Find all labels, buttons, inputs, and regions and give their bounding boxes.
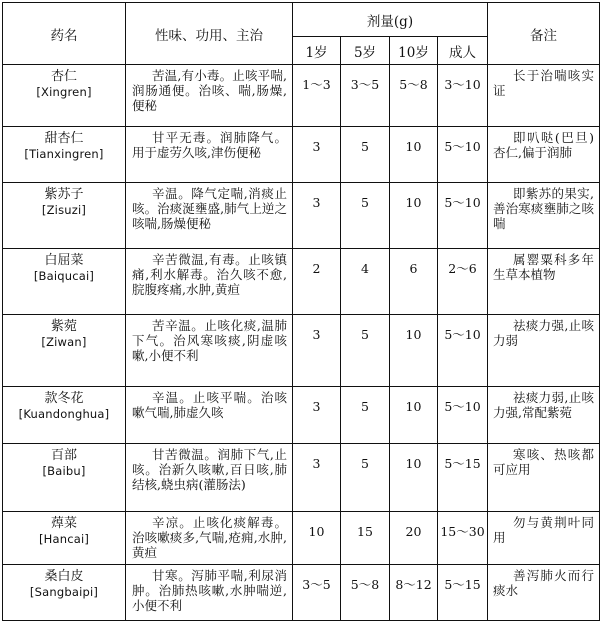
dose-age-10: 10 <box>390 183 438 249</box>
dose-age-1: 3 <box>293 127 341 183</box>
header-note: 备注 <box>488 3 600 65</box>
herb-note: 祛痰力强,止咳力弱 <box>488 315 600 387</box>
dose-age-1: 3 <box>293 387 341 444</box>
herb-name: 白屈菜 <box>44 253 84 268</box>
herb-pinyin: [Sangbaipi] <box>29 585 99 599</box>
herb-description: 辛凉。止咳化痰解毒。治咳嗽痰多,气喘,疮痈,水肿,黄疸 <box>126 512 293 565</box>
herb-pinyin: [Baibu] <box>42 464 86 478</box>
herb-description: 苦辛温。止咳化痰,温肺下气。治风寒咳痰,阴虚咳嗽,小便不利 <box>126 315 293 387</box>
table-header <box>3 3 600 65</box>
dose-age-5: 5 <box>341 183 390 249</box>
header-age-10: 10岁 <box>390 37 438 65</box>
dose-age-1: 10 <box>293 512 341 565</box>
herb-description: 辛温。止咳平喘。治咳嗽气喘,肺虚久咳 <box>126 387 293 444</box>
dose-age-5: 5 <box>341 387 390 444</box>
dose-age-10: 5～8 <box>390 65 438 127</box>
dose-age-5: 5～8 <box>341 565 390 621</box>
header-desc: 性味、功用、主治 <box>126 3 293 65</box>
herb-description: 辛温。降气定喘,消痰止咳。治痰涎壅盛,肺气上逆之咳喘,肠燥便秘 <box>126 183 293 249</box>
header-age-1: 1岁 <box>293 37 341 65</box>
dose-age-10: 10 <box>390 387 438 444</box>
table-row <box>3 512 600 565</box>
table-body <box>3 65 600 621</box>
herb-name-cell <box>3 65 126 127</box>
herb-pinyin: [Zisuzi] <box>41 203 87 217</box>
herb-note: 寒咳、热咳都可应用 <box>488 444 600 512</box>
herb-note: 长于治喘咳实证 <box>488 65 600 127</box>
herb-pinyin: [Xingren] <box>36 85 92 99</box>
header-name: 药名 <box>3 3 126 65</box>
herb-name: 紫菀 <box>50 319 77 334</box>
herb-name-cell <box>3 183 126 249</box>
dose-age-1: 3 <box>293 183 341 249</box>
dose-age-5: 5 <box>341 127 390 183</box>
dose-age-5: 5 <box>341 315 390 387</box>
herb-note: 属罂粟科多年生草本植物 <box>488 249 600 315</box>
dose-age-10: 20 <box>390 512 438 565</box>
table-row <box>3 315 600 387</box>
header-age-5: 5岁 <box>341 37 390 65</box>
herb-description: 甘苦微温。润肺下气,止咳。治新久咳嗽,百日咳,肺结核,蛲虫病(灌肠法) <box>126 444 293 512</box>
herb-note: 即叭哒(巴旦)杏仁,偏于润肺 <box>488 127 600 183</box>
herb-description: 甘寒。泻肺平喘,利尿消肿。治肺热咳嗽,水肿喘逆,小便不利 <box>126 565 293 621</box>
dose-age-10: 8～12 <box>390 565 438 621</box>
header-adult: 成人 <box>438 37 488 65</box>
dose-age-1: 2 <box>293 249 341 315</box>
dose-adult: 5～15 <box>438 565 488 621</box>
herb-name-cell <box>3 512 126 565</box>
herb-name-cell <box>3 315 126 387</box>
table-row <box>3 183 600 249</box>
table-row <box>3 127 600 183</box>
herb-name: 甜杏仁 <box>44 131 84 146</box>
dose-adult: 5～15 <box>438 444 488 512</box>
dose-age-10: 10 <box>390 444 438 512</box>
table-row <box>3 65 600 127</box>
dose-age-5: 5 <box>341 444 390 512</box>
table-row <box>3 249 600 315</box>
dose-age-5: 4 <box>341 249 390 315</box>
dose-adult: 5～10 <box>438 183 488 249</box>
herb-pinyin: [Baiqucai] <box>33 269 95 283</box>
herb-pinyin: [Hancai] <box>38 532 90 546</box>
dose-age-1: 3～5 <box>293 565 341 621</box>
herb-name: 蔊菜 <box>50 516 77 531</box>
herb-dosage-table-wrapper <box>2 2 600 621</box>
herb-pinyin: [Ziwan] <box>41 335 87 349</box>
herb-pinyin: [Kuandonghua] <box>18 407 110 421</box>
herb-name: 紫苏子 <box>44 187 84 202</box>
herb-note: 即紫苏的果实,善治寒痰壅肺之咳喘 <box>488 183 600 249</box>
dose-adult: 15～30 <box>438 512 488 565</box>
herb-description: 辛苦微温,有毒。止咳镇痛,利水解毒。治久咳不愈,脘腹疼痛,水肿,黄疸 <box>126 249 293 315</box>
dose-age-10: 10 <box>390 315 438 387</box>
dose-adult: 5～10 <box>438 387 488 444</box>
herb-description: 苦温,有小毒。止咳平喘,润肠通便。治咳、喘,肠燥,便秘 <box>126 65 293 127</box>
herb-description: 甘平无毒。润肺降气。用于虚劳久咳,津伤便秘 <box>126 127 293 183</box>
herb-pinyin: [Tianxingren] <box>24 147 104 161</box>
dose-age-5: 3～5 <box>341 65 390 127</box>
dose-age-10: 6 <box>390 249 438 315</box>
dose-age-1: 3 <box>293 315 341 387</box>
table-row <box>3 444 600 512</box>
dose-age-1: 3 <box>293 444 341 512</box>
herb-note: 勿与黄荆叶同用 <box>488 512 600 565</box>
herb-name: 款冬花 <box>44 391 84 406</box>
header-dose: 剂量(g) <box>293 3 488 37</box>
herb-name-cell <box>3 249 126 315</box>
herb-name-cell <box>3 127 126 183</box>
table-row <box>3 387 600 444</box>
herb-name-cell <box>3 444 126 512</box>
herb-name: 百部 <box>50 448 77 463</box>
herb-name: 桑白皮 <box>44 569 84 584</box>
dose-age-5: 15 <box>341 512 390 565</box>
dose-adult: 5～10 <box>438 315 488 387</box>
dose-adult: 3～10 <box>438 65 488 127</box>
dose-age-10: 10 <box>390 127 438 183</box>
dose-adult: 5～10 <box>438 127 488 183</box>
herb-dosage-table <box>2 2 600 621</box>
dose-age-1: 1～3 <box>293 65 341 127</box>
dose-adult: 2～6 <box>438 249 488 315</box>
herb-note: 祛痰力弱,止咳力强,常配紫菀 <box>488 387 600 444</box>
table-row <box>3 565 600 621</box>
herb-note: 善泻肺火而行痰水 <box>488 565 600 621</box>
herb-name-cell <box>3 387 126 444</box>
herb-name-cell <box>3 565 126 621</box>
herb-name: 杏仁 <box>50 69 77 84</box>
